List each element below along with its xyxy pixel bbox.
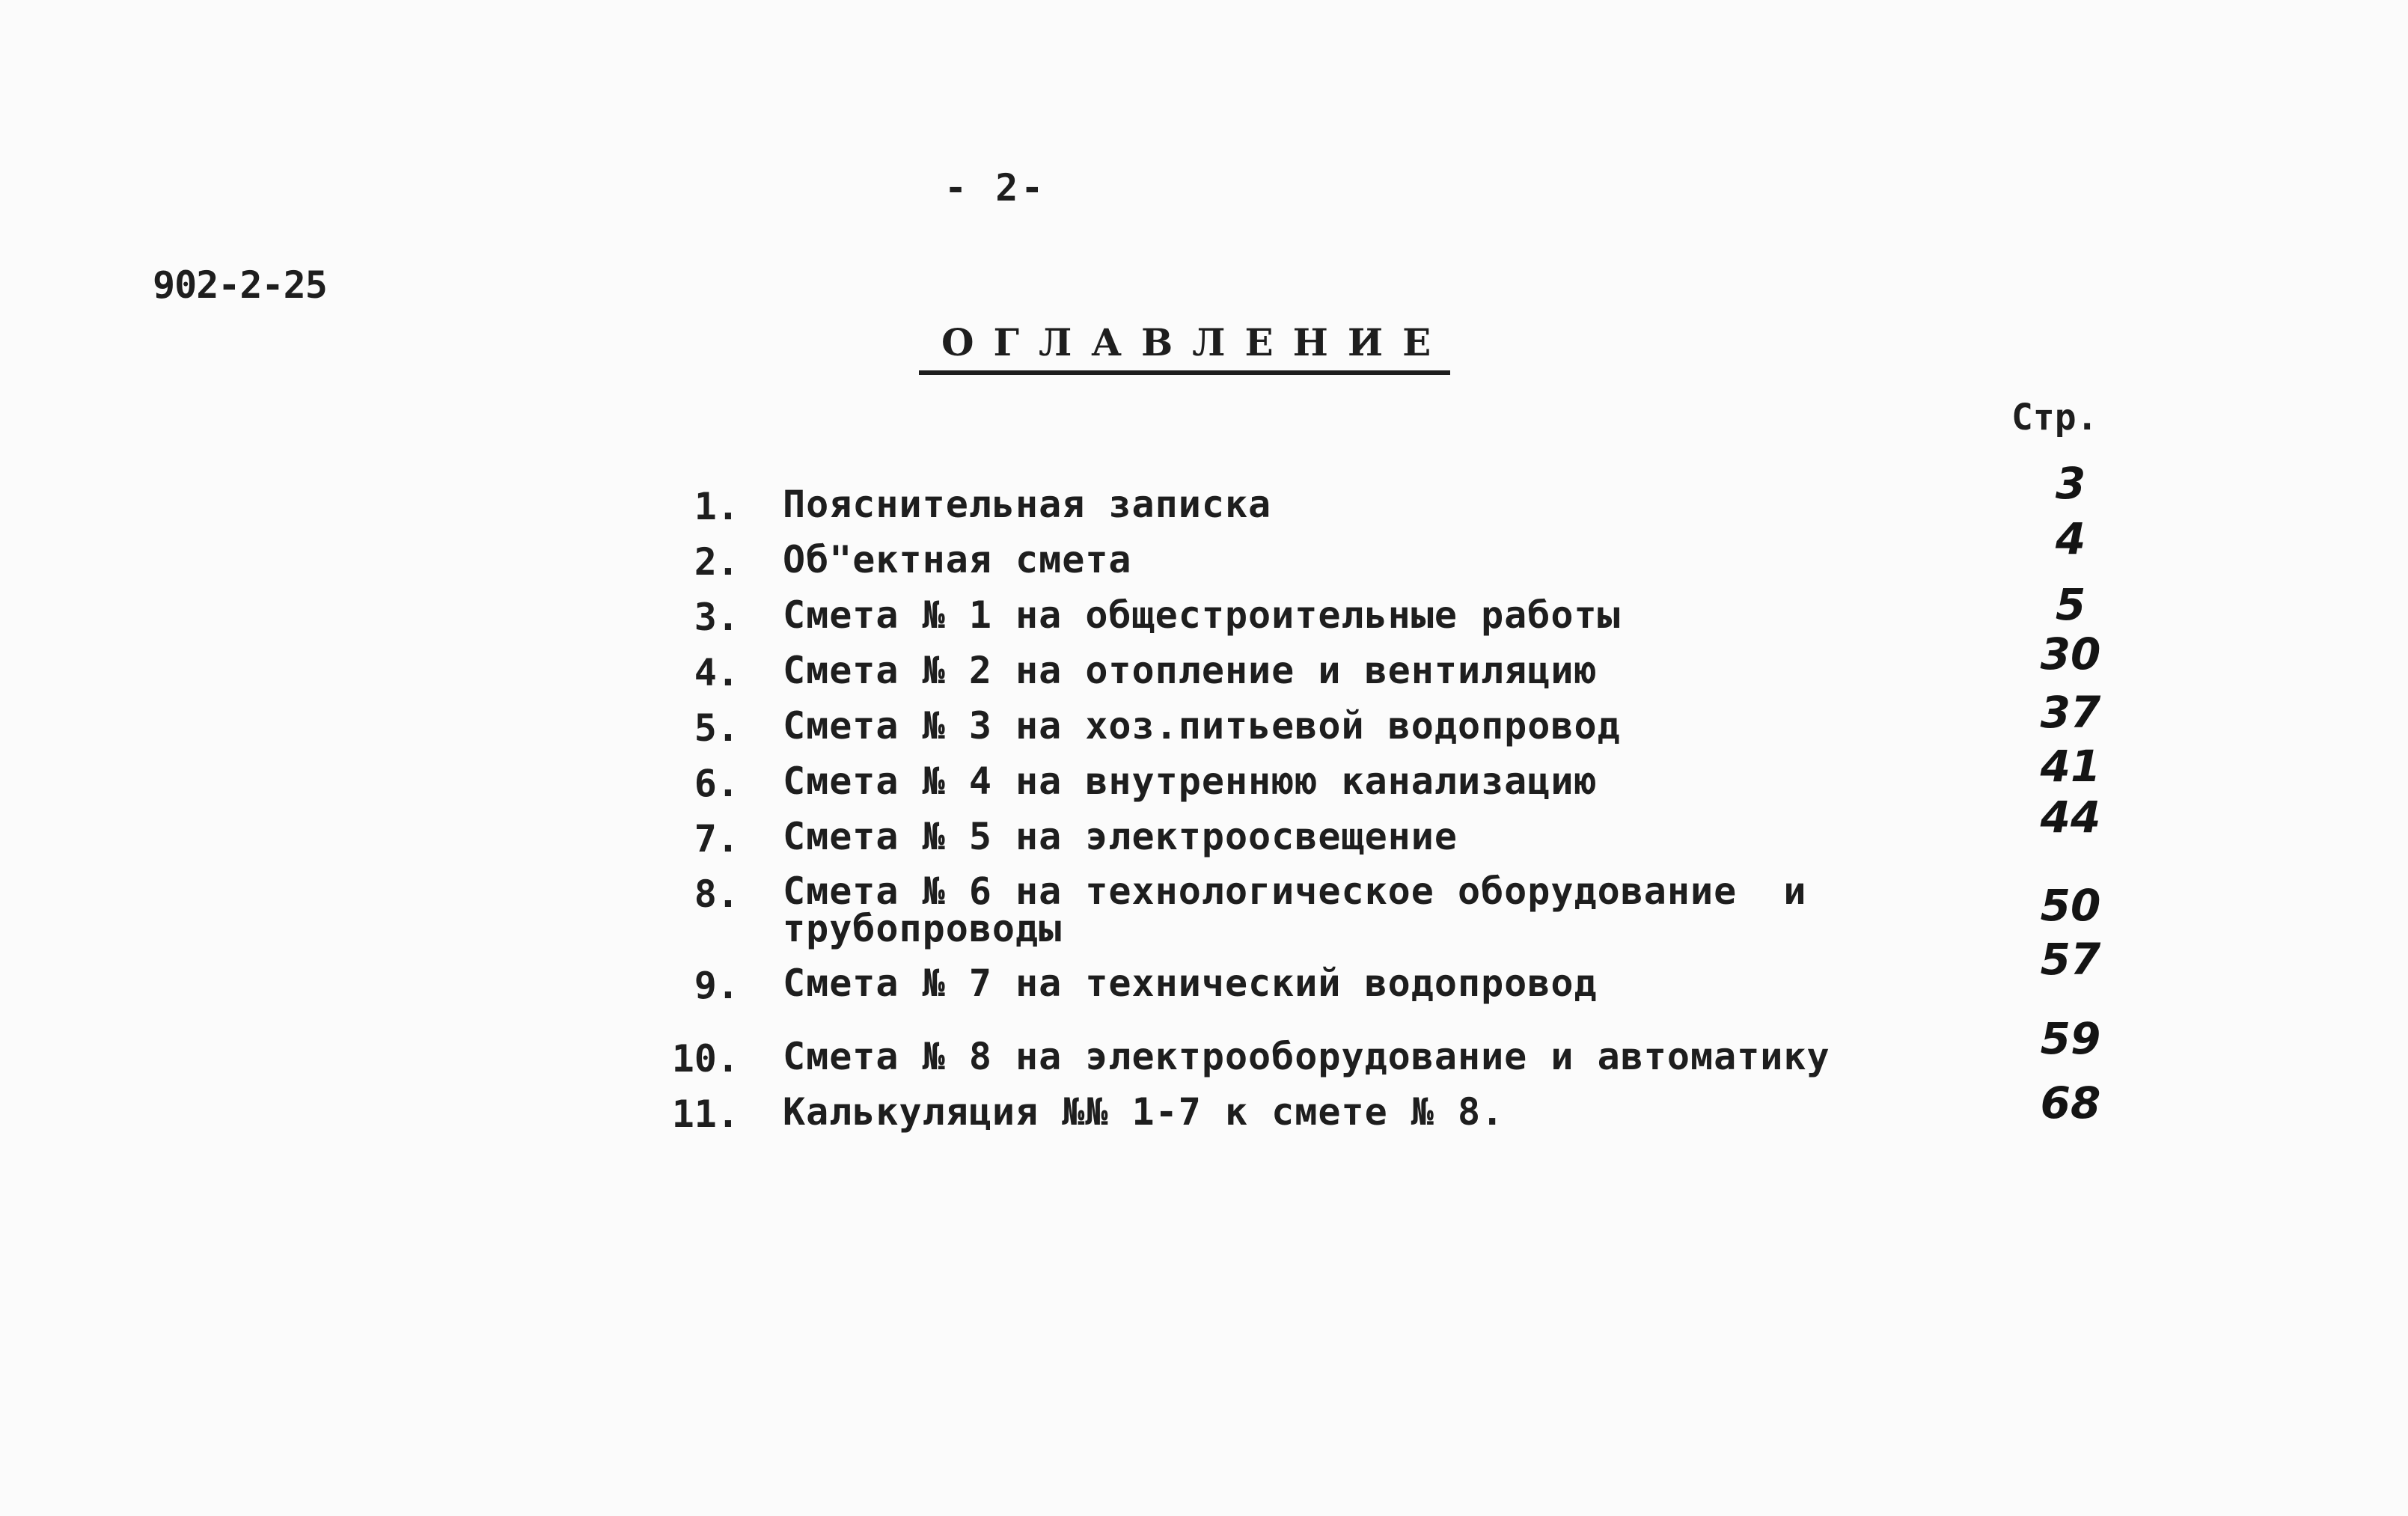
page-number: - 2- bbox=[944, 166, 1047, 210]
toc-item-text: Смета № 4 на внутреннюю канализацию bbox=[783, 759, 1598, 803]
toc-page-number: 57 bbox=[2040, 934, 2101, 985]
toc-item-text: Об"ектная смета bbox=[783, 538, 1132, 581]
toc-page-number: 59 bbox=[2040, 1013, 2101, 1064]
toc-item-text: Смета № 8 на электрооборудование и автоматику bbox=[783, 1035, 1830, 1078]
toc-page-number: 37 bbox=[2040, 687, 2101, 738]
toc-page-number: 4 bbox=[2055, 513, 2086, 564]
toc-item-text: Смета № 5 на электроосвещение bbox=[783, 815, 1458, 858]
toc-item-text: Смета № 6 на технологическое оборудование и трубопроводы bbox=[783, 869, 1807, 950]
toc-item-number: 9. bbox=[694, 964, 739, 1007]
toc-item-number: 7. bbox=[694, 817, 739, 861]
toc-item-number: 8. bbox=[694, 872, 739, 916]
toc-page-number: 68 bbox=[2040, 1078, 2101, 1128]
toc-item-number: 3. bbox=[694, 596, 739, 639]
toc-item-number: 4. bbox=[694, 651, 739, 694]
toc-item-number: 6. bbox=[694, 762, 739, 805]
toc-page-number: 44 bbox=[2040, 792, 2101, 843]
toc-item-text: Калькуляция №№ 1-7 к смете № 8. bbox=[783, 1090, 1505, 1134]
toc-item-number: 11. bbox=[671, 1092, 739, 1136]
toc-item-number: 10. bbox=[671, 1037, 739, 1081]
toc-item-number: 2. bbox=[694, 540, 739, 584]
toc-item-text: Смета № 3 на хоз.питьевой водопровод bbox=[783, 704, 1621, 748]
toc-item-text: Смета № 7 на технический водопровод bbox=[783, 962, 1598, 1005]
page-column-label: Стр. bbox=[2011, 397, 2098, 438]
toc-item-number: 5. bbox=[694, 706, 739, 750]
toc-page-number: 3 bbox=[2055, 458, 2086, 509]
document-code: 902-2-25 bbox=[153, 263, 327, 307]
toc-title: ОГЛАВЛЕНИЕ bbox=[919, 320, 1450, 375]
toc-page-number: 5 bbox=[2055, 579, 2086, 630]
toc-item-text: Смета № 1 на общестроительные работы bbox=[783, 593, 1621, 637]
toc-page-number: 50 bbox=[2040, 880, 2101, 931]
toc-page-number: 30 bbox=[2040, 629, 2101, 679]
toc-page-number: 41 bbox=[2040, 741, 2101, 792]
toc-item-number: 1. bbox=[694, 485, 739, 528]
toc-item-text: Смета № 2 на отопление и вентиляцию bbox=[783, 649, 1598, 692]
toc-item-text: Пояснительная записка bbox=[783, 483, 1272, 526]
